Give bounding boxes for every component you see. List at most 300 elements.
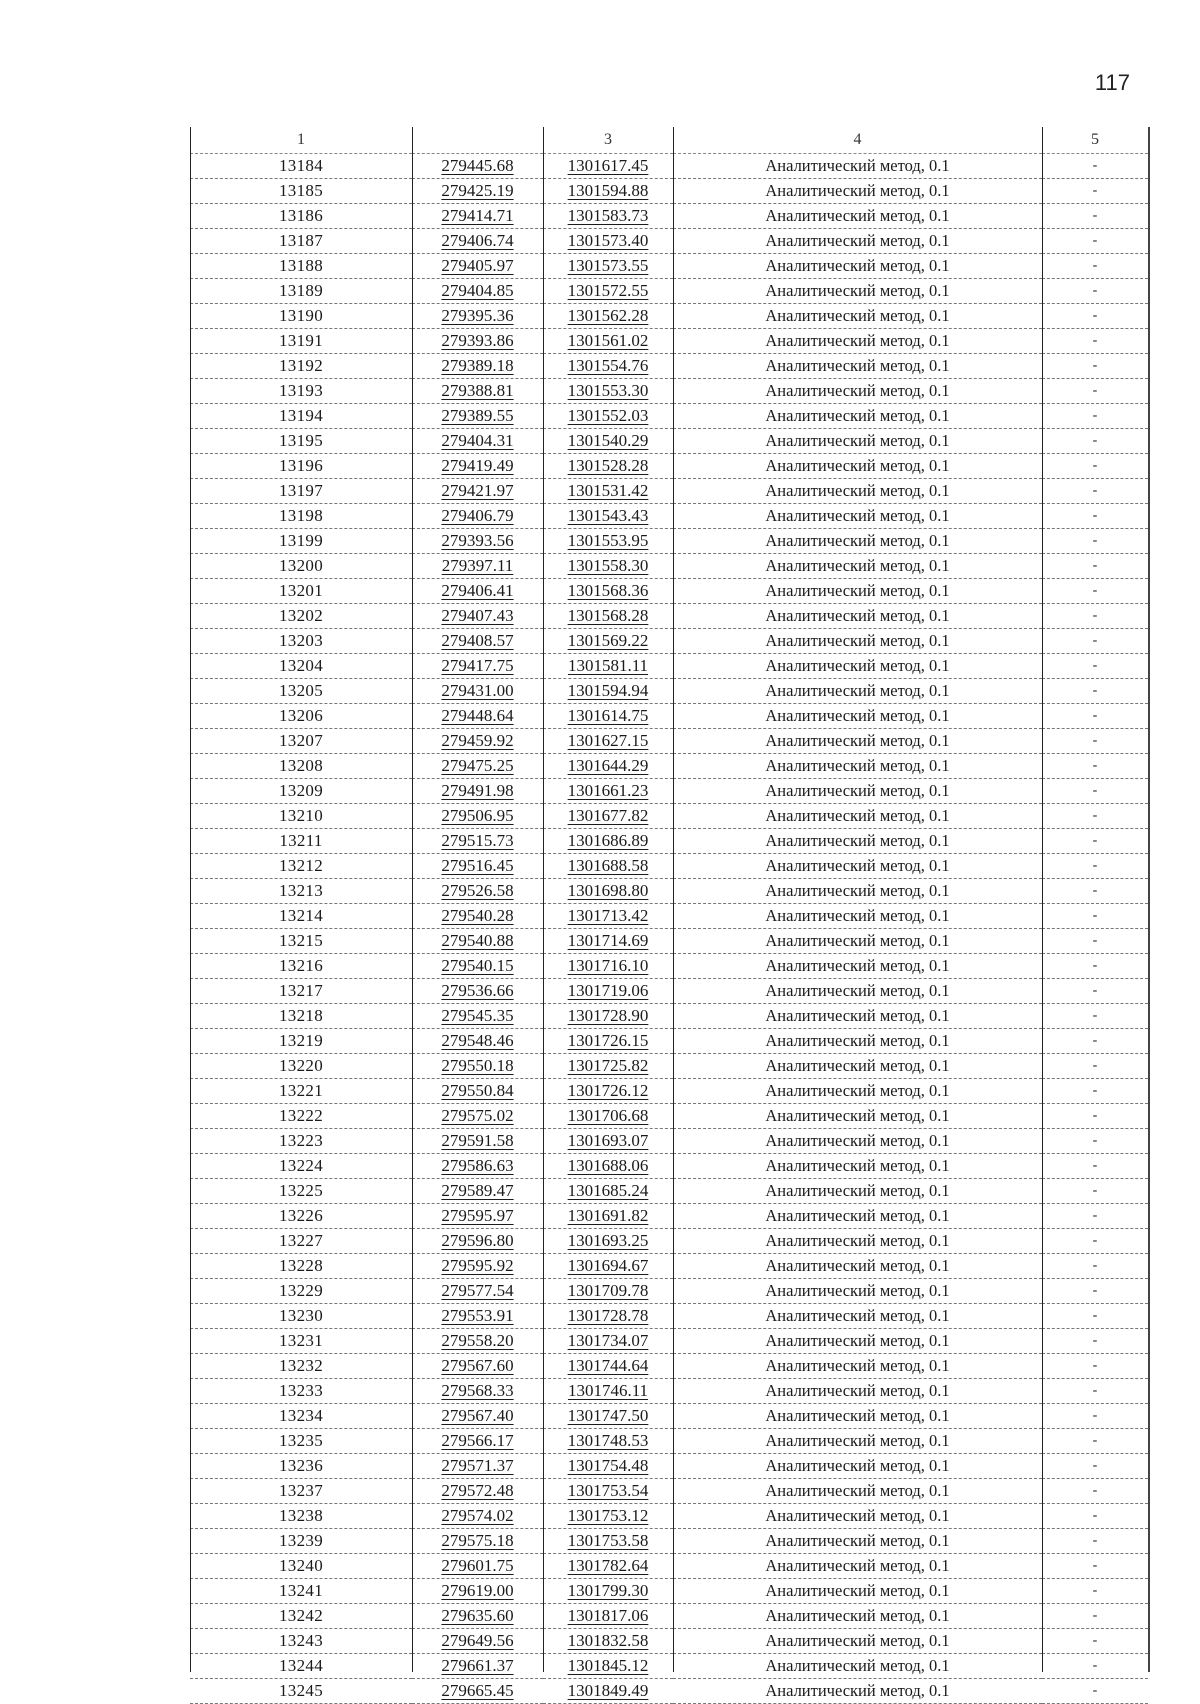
point-number: 13227 (190, 1229, 412, 1254)
method-accuracy: Аналитический метод, 0.1 (673, 1579, 1042, 1604)
coordinate-x: 279574.02 (412, 1504, 543, 1529)
coordinate-y: 1301694.67 (543, 1254, 673, 1279)
column-5-value: - (1042, 229, 1148, 254)
coordinate-y: 1301693.25 (543, 1229, 673, 1254)
coordinate-x: 279475.25 (412, 754, 543, 779)
point-number: 13188 (190, 254, 412, 279)
method-accuracy: Аналитический метод, 0.1 (673, 1679, 1042, 1704)
column-5-value: - (1042, 1404, 1148, 1429)
coordinate-y: 1301849.49 (543, 1679, 673, 1704)
table-row (190, 679, 1148, 704)
point-number: 13221 (190, 1079, 412, 1104)
coordinate-y: 1301685.24 (543, 1179, 673, 1204)
column-5-value: - (1042, 1129, 1148, 1154)
method-accuracy: Аналитический метод, 0.1 (673, 479, 1042, 504)
method-accuracy: Аналитический метод, 0.1 (673, 1129, 1042, 1154)
table-row (190, 479, 1148, 504)
method-accuracy: Аналитический метод, 0.1 (673, 204, 1042, 229)
column-5-value: - (1042, 604, 1148, 629)
table-row (190, 179, 1148, 204)
coordinate-x: 279558.20 (412, 1329, 543, 1354)
point-number: 13205 (190, 679, 412, 704)
column-5-value: - (1042, 1329, 1148, 1354)
method-accuracy: Аналитический метод, 0.1 (673, 1179, 1042, 1204)
method-accuracy: Аналитический метод, 0.1 (673, 1304, 1042, 1329)
column-5-value: - (1042, 1304, 1148, 1329)
coordinate-y: 1301725.82 (543, 1054, 673, 1079)
point-number: 13224 (190, 1154, 412, 1179)
coordinate-y: 1301617.45 (543, 154, 673, 179)
method-accuracy: Аналитический метод, 0.1 (673, 1254, 1042, 1279)
point-number: 13203 (190, 629, 412, 654)
table-row (190, 1079, 1148, 1104)
method-accuracy: Аналитический метод, 0.1 (673, 804, 1042, 829)
method-accuracy: Аналитический метод, 0.1 (673, 1104, 1042, 1129)
point-number: 13212 (190, 854, 412, 879)
coordinate-x: 279388.81 (412, 379, 543, 404)
coordinate-y: 1301753.12 (543, 1504, 673, 1529)
table-row (190, 1454, 1148, 1479)
point-number: 13216 (190, 954, 412, 979)
coordinate-x: 279575.18 (412, 1529, 543, 1554)
coordinate-y: 1301746.11 (543, 1379, 673, 1404)
table-row (190, 1554, 1148, 1579)
table-row (190, 204, 1148, 229)
coordinate-y: 1301553.30 (543, 379, 673, 404)
point-number: 13225 (190, 1179, 412, 1204)
method-accuracy: Аналитический метод, 0.1 (673, 1229, 1042, 1254)
coordinate-y: 1301753.54 (543, 1479, 673, 1504)
column-5-value: - (1042, 1454, 1148, 1479)
column-5-value: - (1042, 1204, 1148, 1229)
method-accuracy: Аналитический метод, 0.1 (673, 929, 1042, 954)
column-5-value: - (1042, 804, 1148, 829)
column-5-value: - (1042, 779, 1148, 804)
column-5-value: - (1042, 654, 1148, 679)
method-accuracy: Аналитический метод, 0.1 (673, 1054, 1042, 1079)
point-number: 13217 (190, 979, 412, 1004)
point-number: 13206 (190, 704, 412, 729)
coordinate-x: 279540.28 (412, 904, 543, 929)
column-5-value: - (1042, 979, 1148, 1004)
coordinate-x: 279526.58 (412, 879, 543, 904)
coordinate-y: 1301714.69 (543, 929, 673, 954)
coordinate-y: 1301594.94 (543, 679, 673, 704)
coordinate-y: 1301716.10 (543, 954, 673, 979)
point-number: 13190 (190, 304, 412, 329)
column-5-value: - (1042, 1579, 1148, 1604)
table-row (190, 329, 1148, 354)
method-accuracy: Аналитический метод, 0.1 (673, 704, 1042, 729)
coordinate-y: 1301832.58 (543, 1629, 673, 1654)
coordinate-y: 1301583.73 (543, 204, 673, 229)
table-row (190, 1479, 1148, 1504)
coordinate-x: 279595.92 (412, 1254, 543, 1279)
coordinate-x: 279393.56 (412, 529, 543, 554)
coordinate-y: 1301573.40 (543, 229, 673, 254)
coordinate-y: 1301706.68 (543, 1104, 673, 1129)
table-row (190, 729, 1148, 754)
method-accuracy: Аналитический метод, 0.1 (673, 354, 1042, 379)
coordinate-x: 279619.00 (412, 1579, 543, 1604)
method-accuracy: Аналитический метод, 0.1 (673, 1329, 1042, 1354)
table-row (190, 1004, 1148, 1029)
column-5-value: - (1042, 204, 1148, 229)
coordinate-x: 279586.63 (412, 1154, 543, 1179)
method-accuracy: Аналитический метод, 0.1 (673, 1004, 1042, 1029)
table-header-row (190, 127, 1148, 154)
point-number: 13207 (190, 729, 412, 754)
method-accuracy: Аналитический метод, 0.1 (673, 954, 1042, 979)
coordinate-y: 1301688.58 (543, 854, 673, 879)
coordinate-y: 1301528.28 (543, 454, 673, 479)
coordinate-y: 1301728.90 (543, 1004, 673, 1029)
coordinate-y: 1301568.28 (543, 604, 673, 629)
point-number: 13239 (190, 1529, 412, 1554)
coordinate-x: 279414.71 (412, 204, 543, 229)
table-row (190, 929, 1148, 954)
table-row (190, 979, 1148, 1004)
table-row (190, 254, 1148, 279)
column-5-value: - (1042, 429, 1148, 454)
method-accuracy: Аналитический метод, 0.1 (673, 404, 1042, 429)
column-divider-2 (412, 127, 413, 1672)
coordinate-x: 279589.47 (412, 1179, 543, 1204)
column-header-3: 3 (543, 127, 673, 154)
column-5-value: - (1042, 304, 1148, 329)
coordinate-y: 1301561.02 (543, 329, 673, 354)
point-number: 13230 (190, 1304, 412, 1329)
coordinate-y: 1301572.55 (543, 279, 673, 304)
table-row (190, 579, 1148, 604)
coordinate-y: 1301644.29 (543, 754, 673, 779)
point-number: 13232 (190, 1354, 412, 1379)
table-row (190, 1304, 1148, 1329)
column-5-value: - (1042, 1104, 1148, 1129)
table-row (190, 654, 1148, 679)
coordinate-x: 279393.86 (412, 329, 543, 354)
coordinate-y: 1301568.36 (543, 579, 673, 604)
coordinate-y: 1301627.15 (543, 729, 673, 754)
column-5-value: - (1042, 1529, 1148, 1554)
coordinate-x: 279545.35 (412, 1004, 543, 1029)
table-border-left (190, 127, 191, 1672)
table-row (190, 279, 1148, 304)
column-divider-3 (543, 127, 544, 1672)
coordinate-y: 1301698.80 (543, 879, 673, 904)
table-row (190, 1429, 1148, 1454)
column-5-value: - (1042, 1279, 1148, 1304)
point-number: 13228 (190, 1254, 412, 1279)
coordinate-y: 1301558.30 (543, 554, 673, 579)
method-accuracy: Аналитический метод, 0.1 (673, 1429, 1042, 1454)
method-accuracy: Аналитический метод, 0.1 (673, 554, 1042, 579)
point-number: 13244 (190, 1654, 412, 1679)
column-5-value: - (1042, 754, 1148, 779)
coordinate-x: 279405.97 (412, 254, 543, 279)
column-5-value: - (1042, 829, 1148, 854)
coordinates-table-frame (190, 127, 1150, 1700)
column-5-value: - (1042, 1654, 1148, 1679)
coordinate-x: 279572.48 (412, 1479, 543, 1504)
point-number: 13213 (190, 879, 412, 904)
coordinate-x: 279404.85 (412, 279, 543, 304)
coordinate-x: 279548.46 (412, 1029, 543, 1054)
coordinate-x: 279506.95 (412, 804, 543, 829)
column-5-value: - (1042, 1679, 1148, 1704)
coordinate-x: 279540.88 (412, 929, 543, 954)
coordinate-y: 1301569.22 (543, 629, 673, 654)
method-accuracy: Аналитический метод, 0.1 (673, 1529, 1042, 1554)
column-5-value: - (1042, 954, 1148, 979)
point-number: 13185 (190, 179, 412, 204)
column-5-value: - (1042, 1429, 1148, 1454)
table-row (190, 554, 1148, 579)
coordinate-y: 1301748.53 (543, 1429, 673, 1454)
table-row (190, 354, 1148, 379)
table-row (190, 379, 1148, 404)
coordinate-y: 1301661.23 (543, 779, 673, 804)
table-row (190, 404, 1148, 429)
method-accuracy: Аналитический метод, 0.1 (673, 654, 1042, 679)
table-row (190, 1354, 1148, 1379)
column-5-value: - (1042, 879, 1148, 904)
table-row (190, 1279, 1148, 1304)
column-5-value: - (1042, 1079, 1148, 1104)
coordinate-y: 1301734.07 (543, 1329, 673, 1354)
column-5-value: - (1042, 729, 1148, 754)
table-body (190, 154, 1148, 1704)
method-accuracy: Аналитический метод, 0.1 (673, 1654, 1042, 1679)
coordinate-x: 279406.41 (412, 579, 543, 604)
coordinate-y: 1301782.64 (543, 1554, 673, 1579)
table-row (190, 1629, 1148, 1654)
point-number: 13209 (190, 779, 412, 804)
method-accuracy: Аналитический метод, 0.1 (673, 179, 1042, 204)
coordinate-y: 1301713.42 (543, 904, 673, 929)
column-5-value: - (1042, 354, 1148, 379)
method-accuracy: Аналитический метод, 0.1 (673, 504, 1042, 529)
method-accuracy: Аналитический метод, 0.1 (673, 679, 1042, 704)
method-accuracy: Аналитический метод, 0.1 (673, 304, 1042, 329)
table-row (190, 804, 1148, 829)
method-accuracy: Аналитический метод, 0.1 (673, 1154, 1042, 1179)
table-row (190, 1204, 1148, 1229)
column-5-value: - (1042, 379, 1148, 404)
coordinate-y: 1301754.48 (543, 1454, 673, 1479)
table-row (190, 1104, 1148, 1129)
method-accuracy: Аналитический метод, 0.1 (673, 1554, 1042, 1579)
table-row (190, 504, 1148, 529)
point-number: 13208 (190, 754, 412, 779)
table-row (190, 879, 1148, 904)
point-number: 13201 (190, 579, 412, 604)
table-row (190, 1529, 1148, 1554)
table-row (190, 1129, 1148, 1154)
coordinate-x: 279566.17 (412, 1429, 543, 1454)
table-row (190, 779, 1148, 804)
method-accuracy: Аналитический метод, 0.1 (673, 279, 1042, 304)
column-5-value: - (1042, 629, 1148, 654)
coordinate-y: 1301728.78 (543, 1304, 673, 1329)
coordinate-x: 279577.54 (412, 1279, 543, 1304)
method-accuracy: Аналитический метод, 0.1 (673, 329, 1042, 354)
table-row (190, 304, 1148, 329)
point-number: 13235 (190, 1429, 412, 1454)
method-accuracy: Аналитический метод, 0.1 (673, 854, 1042, 879)
table-row (190, 754, 1148, 779)
table-row (190, 1604, 1148, 1629)
method-accuracy: Аналитический метод, 0.1 (673, 1029, 1042, 1054)
column-header-1: 1 (190, 127, 412, 154)
method-accuracy: Аналитический метод, 0.1 (673, 254, 1042, 279)
point-number: 13236 (190, 1454, 412, 1479)
method-accuracy: Аналитический метод, 0.1 (673, 1204, 1042, 1229)
coordinate-y: 1301693.07 (543, 1129, 673, 1154)
table-row (190, 604, 1148, 629)
method-accuracy: Аналитический метод, 0.1 (673, 1604, 1042, 1629)
column-header-4: 4 (673, 127, 1042, 154)
method-accuracy: Аналитический метод, 0.1 (673, 979, 1042, 1004)
column-5-value: - (1042, 854, 1148, 879)
table-row (190, 154, 1148, 179)
point-number: 13194 (190, 404, 412, 429)
coordinate-x: 279665.45 (412, 1679, 543, 1704)
method-accuracy: Аналитический метод, 0.1 (673, 429, 1042, 454)
column-5-value: - (1042, 1379, 1148, 1404)
method-accuracy: Аналитический метод, 0.1 (673, 454, 1042, 479)
method-accuracy: Аналитический метод, 0.1 (673, 754, 1042, 779)
column-5-value: - (1042, 1254, 1148, 1279)
column-5-value: - (1042, 1229, 1148, 1254)
table-row (190, 829, 1148, 854)
table-row (190, 229, 1148, 254)
coordinate-x: 279404.31 (412, 429, 543, 454)
point-number: 13187 (190, 229, 412, 254)
method-accuracy: Аналитический метод, 0.1 (673, 1404, 1042, 1429)
coordinate-x: 279661.37 (412, 1654, 543, 1679)
coordinate-x: 279571.37 (412, 1454, 543, 1479)
coordinate-x: 279406.79 (412, 504, 543, 529)
coordinate-x: 279419.49 (412, 454, 543, 479)
column-5-value: - (1042, 1554, 1148, 1579)
point-number: 13243 (190, 1629, 412, 1654)
column-5-value: - (1042, 154, 1148, 179)
coordinate-y: 1301677.82 (543, 804, 673, 829)
point-number: 13220 (190, 1054, 412, 1079)
coordinate-y: 1301594.88 (543, 179, 673, 204)
column-header-2 (412, 127, 543, 154)
point-number: 13202 (190, 604, 412, 629)
column-header-5: 5 (1042, 127, 1148, 154)
coordinate-x: 279389.55 (412, 404, 543, 429)
coordinate-x: 279421.97 (412, 479, 543, 504)
point-number: 13233 (190, 1379, 412, 1404)
method-accuracy: Аналитический метод, 0.1 (673, 579, 1042, 604)
coordinate-x: 279395.36 (412, 304, 543, 329)
point-number: 13223 (190, 1129, 412, 1154)
table-row (190, 1154, 1148, 1179)
column-5-value: - (1042, 504, 1148, 529)
coordinate-y: 1301799.30 (543, 1579, 673, 1604)
point-number: 13234 (190, 1404, 412, 1429)
coordinate-x: 279540.15 (412, 954, 543, 979)
coordinate-y: 1301581.11 (543, 654, 673, 679)
column-5-value: - (1042, 454, 1148, 479)
coordinate-y: 1301686.89 (543, 829, 673, 854)
coordinate-y: 1301691.82 (543, 1204, 673, 1229)
column-5-value: - (1042, 279, 1148, 304)
column-5-value: - (1042, 1029, 1148, 1054)
column-5-value: - (1042, 1604, 1148, 1629)
coordinate-x: 279575.02 (412, 1104, 543, 1129)
table-row (190, 1054, 1148, 1079)
point-number: 13245 (190, 1679, 412, 1704)
column-5-value: - (1042, 1179, 1148, 1204)
method-accuracy: Аналитический метод, 0.1 (673, 229, 1042, 254)
point-number: 13189 (190, 279, 412, 304)
coordinate-x: 279397.11 (412, 554, 543, 579)
table-row (190, 1579, 1148, 1604)
coordinate-x: 279408.57 (412, 629, 543, 654)
method-accuracy: Аналитический метод, 0.1 (673, 1354, 1042, 1379)
column-5-value: - (1042, 554, 1148, 579)
table-row (190, 1679, 1148, 1704)
method-accuracy: Аналитический метод, 0.1 (673, 1629, 1042, 1654)
coordinate-x: 279389.18 (412, 354, 543, 379)
coordinate-x: 279448.64 (412, 704, 543, 729)
table-row (190, 854, 1148, 879)
table-row (190, 429, 1148, 454)
method-accuracy: Аналитический метод, 0.1 (673, 629, 1042, 654)
point-number: 13241 (190, 1579, 412, 1604)
point-number: 13196 (190, 454, 412, 479)
column-5-value: - (1042, 1004, 1148, 1029)
point-number: 13219 (190, 1029, 412, 1054)
table-row (190, 1654, 1148, 1679)
coordinate-x: 279536.66 (412, 979, 543, 1004)
table-row (190, 1504, 1148, 1529)
coordinate-x: 279595.97 (412, 1204, 543, 1229)
method-accuracy: Аналитический метод, 0.1 (673, 1454, 1042, 1479)
coordinate-y: 1301753.58 (543, 1529, 673, 1554)
point-number: 13200 (190, 554, 412, 579)
point-number: 13184 (190, 154, 412, 179)
point-number: 13237 (190, 1479, 412, 1504)
table-row (190, 904, 1148, 929)
method-accuracy: Аналитический метод, 0.1 (673, 379, 1042, 404)
method-accuracy: Аналитический метод, 0.1 (673, 529, 1042, 554)
table-row (190, 1404, 1148, 1429)
coordinate-x: 279425.19 (412, 179, 543, 204)
coordinate-y: 1301540.29 (543, 429, 673, 454)
coordinate-y: 1301531.42 (543, 479, 673, 504)
coordinate-x: 279596.80 (412, 1229, 543, 1254)
table-row (190, 1179, 1148, 1204)
coordinate-x: 279431.00 (412, 679, 543, 704)
column-5-value: - (1042, 404, 1148, 429)
column-5-value: - (1042, 679, 1148, 704)
coordinate-x: 279567.60 (412, 1354, 543, 1379)
column-5-value: - (1042, 579, 1148, 604)
method-accuracy: Аналитический метод, 0.1 (673, 1079, 1042, 1104)
column-divider-4 (673, 127, 674, 1672)
column-divider-5 (1042, 127, 1043, 1672)
coordinate-x: 279591.58 (412, 1129, 543, 1154)
coordinate-x: 279550.84 (412, 1079, 543, 1104)
method-accuracy: Аналитический метод, 0.1 (673, 1504, 1042, 1529)
point-number: 13238 (190, 1504, 412, 1529)
